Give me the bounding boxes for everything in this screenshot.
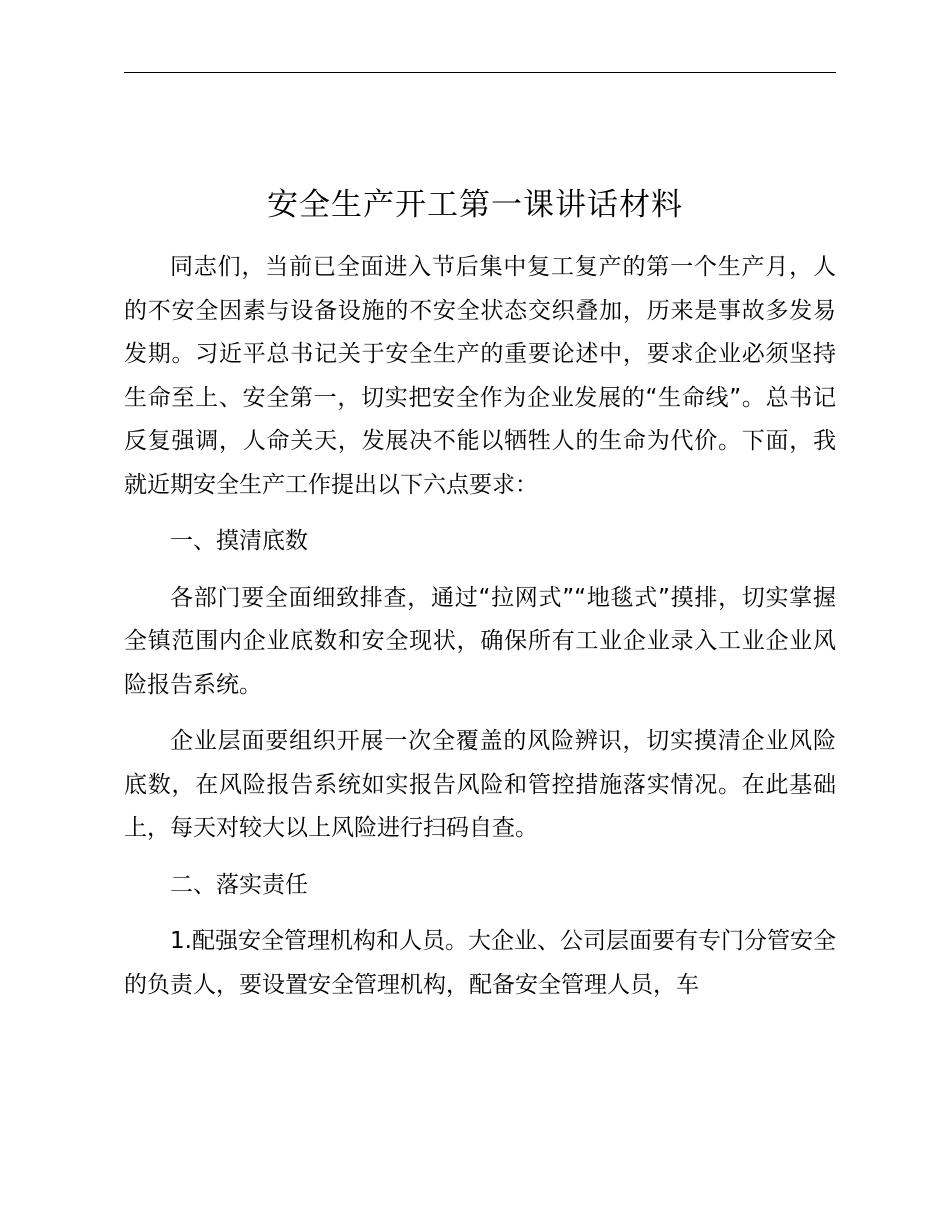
section1-paragraph-1: 各部门要全面细致排查，通过“拉网式”“地毯式”摸排，切实掌握全镇范围内企业底数和安全现状，确保所有工业企业录入工业企业风险报告系统。 (124, 584, 836, 698)
section1-paragraph-2: 企业层面要组织开展一次全覆盖的风险辨识，切实摸清企业风险底数，在风险报告系统如实报告风险和管控措施落实情况。在此基础上，每天对较大以上风险进行扫码自查。 (124, 728, 836, 841)
header-rule (124, 72, 836, 73)
section-heading-2: 二、落实责任 (170, 871, 308, 898)
document-body (124, 246, 836, 1020)
intro-paragraph: 同志们，当前已全面进入节后集中复工复产的第一个生产月，人的不安全因素与设备设施的不安全状态交织叠加，历来是事故多发易发期。习近平总书记关于安全生产的重要论述中，要求企业必须坚持生命至上、安全第一，切实把安全作为企业发展的“生命线”。总书记反复强调，人命关天，发展决不能以牺牲人的生命为代价。下面，我就近期安全生产工作提出以下六点要求： (124, 254, 836, 498)
section2-paragraph-1: 1.配强安全管理机构和人员。大企业、公司层面要有专门分管安全的负责人，要设置安全管理机构，配备安全管理人员，车 (124, 928, 836, 998)
document-title: 安全生产开工第一课讲话材料 (267, 187, 683, 223)
section-heading-1: 一、摸清底数 (170, 528, 308, 554)
